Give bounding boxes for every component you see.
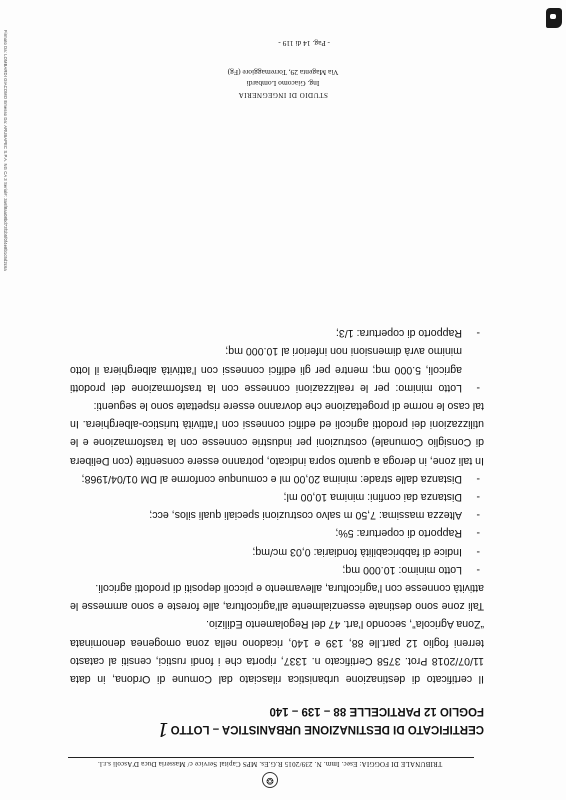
list-item: - Lotto minimo: 10.000 mq; [70,561,484,579]
engineer-name: Ing. Giacomo Lombardi [246,79,320,88]
page-number: - Pag. 14 di 119 - [278,39,330,48]
court-reference: TRIBUNALE DI FOGGIA: Esec. Imm. N. 239/2015 R.G.Es. MPS Capital Service c/ Masseria Duca D'Ascoli s.r.l. [97,760,443,768]
header-divider [68,757,474,758]
list-item: - Indice di fabbricabilità fondiaria: 0,03 mc/mq; [70,542,484,560]
digital-signature-stamp [0,30,8,710]
list-item: - Rapporto di copertura: 5%; [70,524,484,542]
requirements-list-2 [70,324,484,397]
lotto-number: 1 [156,718,169,740]
signature-stamp-text: Firmato Da: LOMBARDI GIACOMO Emesso Da: ARUBAPEC S.P.A. NG CA 3 Serial#: 3a6f8aa08bd73f1b5f0f4e8b1c5d2c6a [3,30,8,271]
court-header [70,760,470,788]
paragraph-derogation: In tali zone, in deroga a quanto sopra indicato, potranno essere consentite (con Delibera di Consiglio Comunale) costruzioni per industrie connesse con la trasformazione e le utilizzazioni dei prodotti agricoli ed edifici connessi con l’attività turistico-alberghiera. In tal caso le norme di progettazione che dovranno essere rispettate sono le seguenti: [69,399,484,467]
studio-address: Via Magenta 29, Torremaggiore (Fg) [227,68,339,77]
section-title [157,702,484,738]
paragraph-certificate: Il certificato di destinazione urbanistica rilasciato dal Comune di Ordona, in data 11/07/2018 Prot. 3758 Certificato n. 1337, riporta che i fondi rustici, censiti al catasto terreni foglio 12 part.lle 88, 139 e 140, ricadono nella zona omogenea denominata “Zona Agricola”, secondo l’art. 47 del Regolamento Edilizio. [70,618,484,685]
list-item: - Distanza dai confini: minima 10,00 ml; [70,488,484,506]
requirements-list-1 [70,470,484,579]
court-emblem-icon: ❂ [262,772,278,788]
list-item: - Lotto minimo: per le realizzazioni connesse con la trasformazione dei prodotti agricoli, 5.000 mq; mentre per gli edifici connessi con l’attività alberghiera il lotto minimo avrà dimensioni non inferiori al 10.000 mq; [70,342,484,397]
paragraph-zone-use: Tali zone sono destinate essenzialmente all’agricoltura, alle foreste e sono ammesse le attività connesse con l’agricoltura, allevamento e piccoli depositi di prodotti agricoli. [70,581,484,613]
title-line-2: FOGLIO 12 PARTICELLE 88 – 139 – 140 [269,705,484,717]
scan-corner-mark [546,8,562,28]
list-item: - Altezza massima: 7,50 m salvo costruzioni speciali quali silos, ecc; [70,506,484,524]
list-item: - Rapporto di copertura: 1/3; [70,324,484,342]
studio-footer [0,67,566,100]
document-body [70,324,484,688]
studio-name: STUDIO DI INGEGNERIA [238,91,328,99]
title-line-1: CERTIFICATO DI DESTINAZIONE URBANISTICA – LOTTO [170,723,484,735]
list-item: - Distanza dalle strade: minima 20,00 ml e comunque conforme al DM 01/04/1968; [70,470,484,488]
